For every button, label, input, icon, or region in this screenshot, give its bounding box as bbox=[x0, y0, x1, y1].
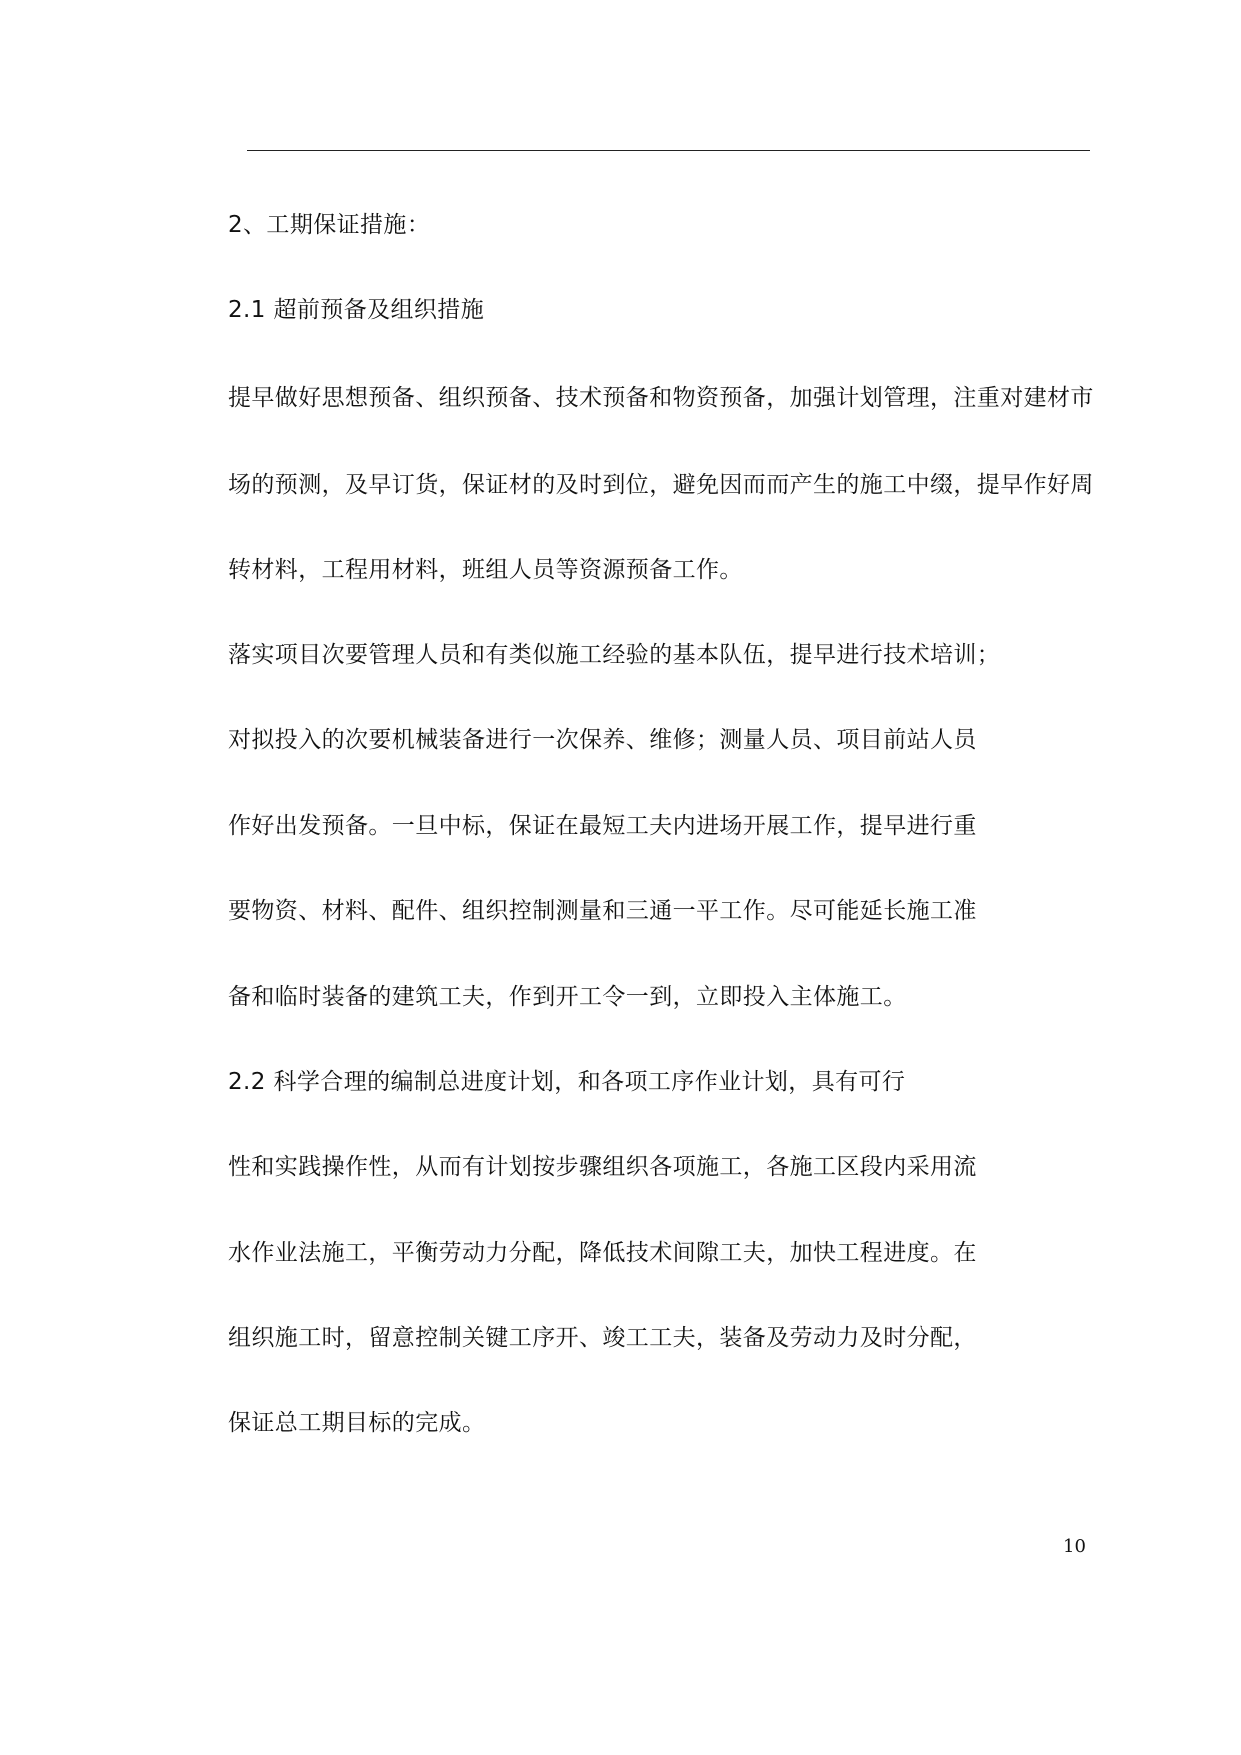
page-number: 10 bbox=[1063, 1536, 1086, 1557]
paragraph-line-1: 提早做好思想预备、组织预备、技术预备和物资预备，加强计划管理，注重对建材市 bbox=[228, 385, 1094, 411]
paragraph-line-5: 对拟投入的次要机械装备进行一次保养、维修；测量人员、项目前站人员 bbox=[228, 727, 977, 753]
paragraph-line-10: 性和实践操作性，从而有计划按步骤组织各项施工，各施工区段内采用流 bbox=[228, 1154, 977, 1180]
subsection-heading-2-2: 2.2 科学合理的编制总进度计划，和各项工序作业计划，具有可行 bbox=[228, 1069, 906, 1095]
paragraph-line-13: 保证总工期目标的完成。 bbox=[228, 1410, 486, 1436]
paragraph-line-7: 要物资、材料、配件、组织控制测量和三通一平工作。尽可能延长施工准 bbox=[228, 898, 977, 924]
paragraph-line-8: 备和临时装备的建筑工夫，作到开工令一到，立即投入主体施工。 bbox=[228, 984, 907, 1010]
section-heading: 2、工期保证措施： bbox=[228, 212, 431, 238]
paragraph-line-6: 作好出发预备。一旦中标，保证在最短工夫内进场开展工作，提早进行重 bbox=[228, 813, 977, 839]
header-rule bbox=[247, 150, 1090, 151]
paragraph-line-2: 场的预测，及早订货，保证材的及时到位，避免因而而产生的施工中缀，提早作好周 bbox=[228, 472, 1094, 498]
paragraph-line-4: 落实项目次要管理人员和有类似施工经验的基本队伍，提早进行技术培训； bbox=[228, 642, 1001, 668]
paragraph-line-12: 组织施工时，留意控制关键工序开、竣工工夫，装备及劳动力及时分配， bbox=[228, 1325, 977, 1351]
subsection-heading-2-1: 2.1 超前预备及组织措施 bbox=[228, 297, 485, 323]
paragraph-line-11: 水作业法施工，平衡劳动力分配，降低技术间隙工夫，加快工程进度。在 bbox=[228, 1240, 977, 1266]
paragraph-line-3: 转材料，工程用材料，班组人员等资源预备工作。 bbox=[228, 557, 743, 583]
